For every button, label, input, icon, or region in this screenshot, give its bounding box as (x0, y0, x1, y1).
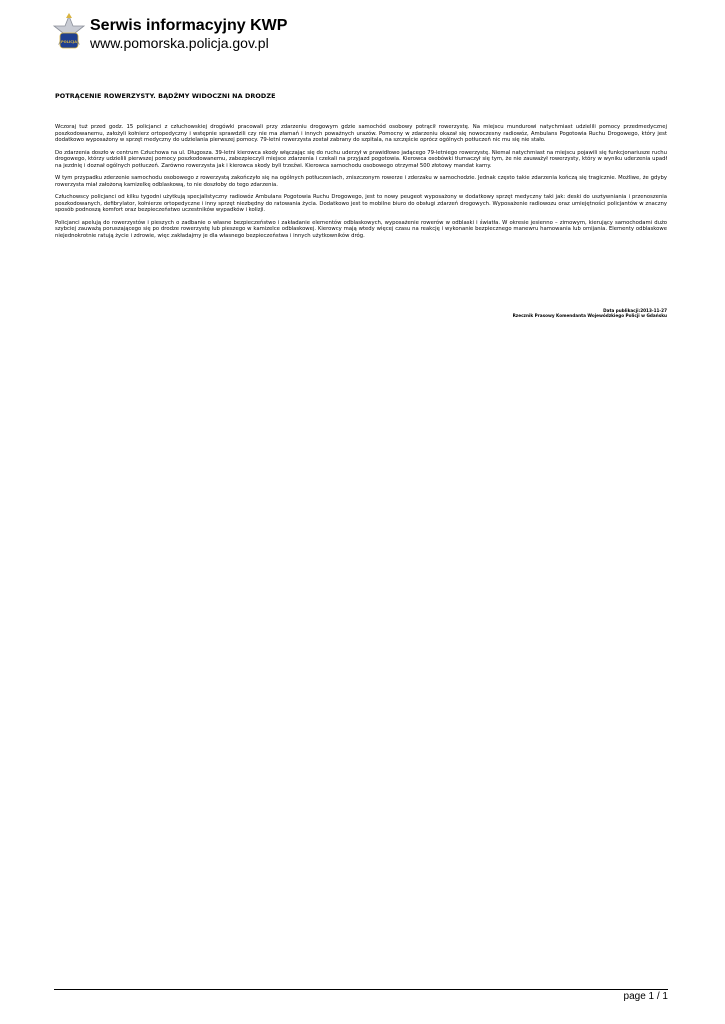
page-number: page 1 / 1 (623, 991, 668, 1002)
article-paragraph: Wczoraj tuż przed godz. 15 policjanci z człuchowskiej drogówki pracowali przy zdarzeniu drogowym gdzie samochód osobowy potrącił rowerzystę. Na miejscu mundurowi natychmiast udzielili pomocy przedmedycznej poszkodowanemu, założyli kołnierz ortopedyczny i wstępnie sprawdzili czy nie ma złamań i innych poważnych urazów. Pomocny w zdarzeniu okazał się nowoczesny radiowóz, Ambulans Pogotowia Ruchu Drogowego, który jest dodatkowo wyposażony w sprzęt medyczny do udzielania pierwszej pomocy. 79-letni rowerzysta został zabrany do szpitala, na szczęście oprócz ogólnych potłuczeń nic mu się nie stało. (55, 124, 667, 143)
article-author: Rzecznik Prasowy Komendanta Wojewódzkiego Policji w Gdańsku (512, 313, 667, 319)
footer-divider (54, 989, 668, 990)
article-paragraph: Policjanci apelują do rowerzystów i pieszych o zadbanie o własne bezpieczeństwo i zakładanie elementów odblaskowych, wyposażenie rowerów w odblaski i światła. W okresie jesienno – zimowym, kierujący samochodami dużo szybciej zauważą poruszającego się po drodze rowerzystę lub pieszego w kamizelce odblaskowej. Kierowcy mają wtedy więcej czasu na reakcję i wykonanie bezpiecznego manewru hamowania lub omijania. Elementy odblaskowe niejednokrotnie ratują życie i zdrowie, więc zakładajmy je dla własnego bezpieczeństwa i innych użytkowników dróg. (55, 219, 667, 239)
site-url: www.pomorska.policja.gov.pl (90, 34, 269, 51)
header-text-block (90, 17, 287, 52)
article-title: POTRĄCENIE ROWERZYSTY. BĄDŹMY WIDOCZNI NA DRODZE (55, 92, 276, 100)
publication-meta (513, 308, 667, 319)
article-paragraph: Do zdarzenia doszło w centrum Człuchowa na ul. Długosza. 39-letni kierowca skody włączając się do ruchu uderzył w prawidłowo jadącego 79-letniego rowerzystę. Niemal natychmiast na miejscu pojawili się funkcjonariusze ruchu drogowego, którzy udzielili pierwszej pomocy poszkodowanemu, zabezpieczyli miejsce zdarzenia i czekali na przyjazd pogotowia. Kierowca osobówki tłumaczył się tym, że nie zauważył rowerzysty, który w wyniku uderzenia upadł na jezdnię i doznał ogólnych potłuczeń. Zarówno rowerzysta jak i kierowca skody byli trzeźwi. Kierowca samochodu osobowego otrzymał 500 złotowy mandat karny. (55, 149, 667, 169)
publication-date: Data publikacji:2013-11-27 (603, 308, 667, 313)
article-paragraph: W tym przypadku zderzenie samochodu osobowego z rowerzystą zakończyło się na ogólnych potłuczeniach, zniszczonym rowerze i zderzaku w samochodzie. Jednak często takie zdarzenia kończą się tragicznie. Możliwe, że gdyby rowerzysta miał założoną kamizelkę odblaskową, to nie doszłoby do tego zdarzenia. (55, 175, 667, 188)
page-header (50, 12, 287, 56)
svg-text:POLICJA: POLICJA (60, 40, 78, 44)
article-paragraph: Człuchowscy policjanci od kilku tygodni użytkują specjalistyczny radiowóz Ambulans Pogotowia Ruchu Drogowego, jest to nowy peugeot wyposażony w dodatkowy sprzęt medyczny taki jak: deski do usztywniania i przenoszenia poszkodowanych, defibrylator, kołnierze ortopedyczne i inny sprzęt niezbędny do ratowania życia. Dodatkowo jest to mobilne biuro do obsługi zdarzeń drogowych. Wyposażenie radiowozu oraz umiejętności policjantów w znaczny sposób podnoszą komfort oraz bezpieczeństwo uczestników wypadków i kolizji. (55, 194, 667, 213)
article (55, 92, 667, 245)
site-title: Serwis informacyjny KWP (90, 16, 288, 34)
police-star-logo-icon (50, 12, 88, 56)
